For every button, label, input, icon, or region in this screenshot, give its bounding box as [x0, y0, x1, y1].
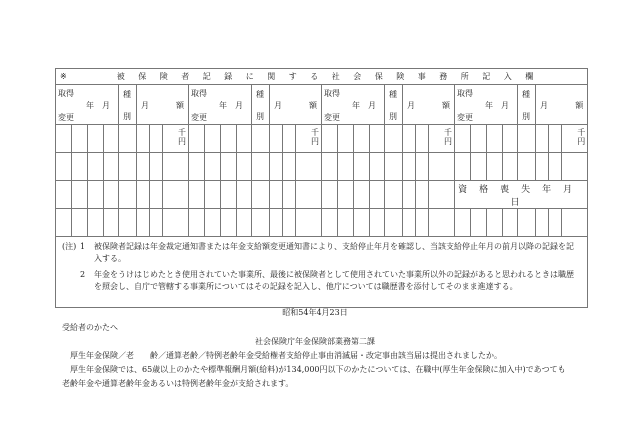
acquisition-date-header	[455, 85, 518, 125]
acquisition-date-header	[189, 85, 252, 125]
record-cell[interactable]	[562, 153, 588, 181]
record-cell[interactable]	[455, 209, 471, 237]
record-cell[interactable]	[370, 153, 385, 181]
record-row	[56, 153, 588, 181]
record-cell[interactable]	[403, 209, 416, 237]
record-cell[interactable]	[518, 209, 536, 237]
qualification-loss-date-label: 資格喪失年月日	[455, 181, 588, 209]
record-cell[interactable]	[283, 125, 296, 153]
record-cell[interactable]	[56, 209, 72, 237]
record-cell[interactable]	[536, 153, 549, 181]
record-cell[interactable]	[416, 209, 429, 237]
record-cell[interactable]	[104, 153, 119, 181]
record-cell[interactable]	[296, 153, 322, 181]
record-cell[interactable]	[549, 209, 562, 237]
record-cell[interactable]	[370, 209, 385, 237]
record-row	[56, 209, 588, 237]
record-cell[interactable]	[270, 153, 283, 181]
record-cell[interactable]	[163, 125, 189, 153]
record-cell[interactable]	[487, 209, 503, 237]
record-cell[interactable]	[549, 125, 562, 153]
record-cell[interactable]	[385, 209, 403, 237]
record-cell[interactable]	[189, 209, 205, 237]
record-cell[interactable]	[385, 181, 403, 209]
header-label: 年	[219, 101, 227, 110]
record-cell[interactable]	[416, 153, 429, 181]
record-cell[interactable]	[104, 209, 119, 237]
record-cell[interactable]	[189, 181, 205, 209]
record-cell[interactable]	[88, 125, 104, 153]
header-label: 種	[123, 90, 131, 99]
record-cell[interactable]	[338, 125, 354, 153]
monthly-amount-header	[270, 85, 322, 125]
record-cell[interactable]	[429, 181, 455, 209]
record-cell[interactable]	[518, 125, 536, 153]
note-mark: ※	[60, 72, 67, 81]
record-cell[interactable]	[354, 153, 370, 181]
unit-thousand-yen: 千円	[178, 128, 186, 146]
header-label: 別	[522, 112, 530, 121]
record-cell[interactable]	[72, 181, 88, 209]
record-cell[interactable]	[221, 153, 237, 181]
record-cell[interactable]	[150, 153, 163, 181]
letter-line-2: 厚生年金保険では、65歳以上のかたや標準報酬月額(給料)が134,000円以下のかたについては、在職中(厚生年金保険に加入中)であつても	[70, 365, 566, 374]
record-cell[interactable]	[354, 209, 370, 237]
acquisition-date-header	[322, 85, 385, 125]
note-text: 年金をうけはじめたとき使用されていた事業所、最後に被保険者として使用されていた事業所以外の記録があると思われるときは職歴を照会し、自庁で管轄する事業所についてはその記録を記入し、他庁については職歴書を添付してそのまま進達する。	[94, 270, 574, 291]
record-cell[interactable]	[403, 181, 416, 209]
header-label: 取得	[191, 89, 207, 98]
record-cell[interactable]	[88, 209, 104, 237]
header-label: 額	[309, 101, 317, 110]
record-cell[interactable]	[455, 125, 471, 153]
header-label: 月	[274, 101, 282, 110]
insured-record-table	[55, 68, 588, 308]
header-label: 変更	[324, 113, 340, 122]
record-cell[interactable]	[221, 209, 237, 237]
table-title-row	[56, 69, 588, 85]
record-cell[interactable]	[72, 125, 88, 153]
unit-thousand-yen: 千円	[577, 128, 586, 146]
record-cell[interactable]	[283, 181, 296, 209]
header-label: 種	[389, 90, 397, 99]
record-cell[interactable]	[536, 125, 549, 153]
record-cell[interactable]	[163, 181, 189, 209]
type-header	[252, 85, 270, 125]
record-cell[interactable]	[471, 209, 487, 237]
record-cell[interactable]	[403, 125, 416, 153]
notes-section	[56, 237, 588, 308]
record-cell[interactable]	[503, 209, 518, 237]
record-cell[interactable]	[252, 209, 270, 237]
record-cell[interactable]	[503, 153, 518, 181]
table-title: 被保険者記録に関する社会保険事務所記入欄	[116, 72, 547, 81]
record-cell[interactable]	[338, 209, 354, 237]
record-cell[interactable]	[283, 209, 296, 237]
record-cell[interactable]	[296, 181, 322, 209]
header-label: 月	[235, 101, 243, 110]
header-label: 額	[442, 101, 450, 110]
record-cell[interactable]	[119, 125, 137, 153]
record-cell[interactable]	[137, 125, 150, 153]
record-cell[interactable]	[322, 153, 338, 181]
record-cell[interactable]	[503, 125, 518, 153]
record-cell[interactable]	[322, 209, 338, 237]
letter-sender: 社会保険庁年金保険部業務第二課	[255, 337, 375, 346]
letter-line-1: 厚生年金保険／老 齢／通算老齢／特例老齢年金受給権者支給停止事由消滅届・改定事由該当届は提出されましたか。	[70, 351, 502, 360]
record-cell[interactable]	[189, 153, 205, 181]
monthly-amount-header	[403, 85, 455, 125]
record-cell[interactable]	[221, 181, 237, 209]
header-label: 別	[256, 112, 264, 121]
header-label: 変更	[191, 113, 207, 122]
header-label: 年	[86, 101, 94, 110]
record-cell[interactable]	[370, 125, 385, 153]
header-label: 額	[575, 101, 584, 110]
record-cell[interactable]	[119, 181, 137, 209]
record-cell[interactable]	[56, 153, 72, 181]
record-cell[interactable]	[338, 153, 354, 181]
record-cell[interactable]	[56, 181, 72, 209]
record-cell[interactable]	[403, 153, 416, 181]
record-cell[interactable]	[72, 209, 88, 237]
header-label: 取得	[324, 89, 340, 98]
letter-addressee: 受給者のかたへ	[62, 323, 118, 332]
record-cell[interactable]	[252, 181, 270, 209]
record-cell[interactable]	[518, 153, 536, 181]
header-label: 額	[176, 101, 184, 110]
note-text: 被保険者記録は年金裁定通知書または年金支給額変更通知書により、支給停止年月を確認し、当該支給停止年月の前月以降の記録を記入する。	[94, 242, 574, 263]
record-cell[interactable]	[137, 209, 150, 237]
record-cell[interactable]	[429, 125, 455, 153]
record-cell[interactable]	[385, 125, 403, 153]
type-header	[385, 85, 403, 125]
header-label: 取得	[58, 89, 74, 98]
record-cell[interactable]	[221, 125, 237, 153]
header-label: 変更	[58, 113, 74, 122]
letter-line-3: 老齢年金や通算老齢年金あるいは特例老齢年金が支給されます。	[62, 379, 294, 388]
header-label: 種	[522, 90, 530, 99]
record-cell[interactable]	[150, 209, 163, 237]
record-cell[interactable]	[270, 125, 283, 153]
acquisition-date-header	[56, 85, 119, 125]
record-cell[interactable]	[270, 209, 283, 237]
record-cell[interactable]	[549, 153, 562, 181]
record-cell[interactable]	[385, 153, 403, 181]
record-row	[56, 125, 588, 153]
record-cell[interactable]	[189, 125, 205, 153]
record-cell[interactable]	[205, 209, 221, 237]
type-header	[518, 85, 536, 125]
header-label: 種	[256, 90, 264, 99]
record-cell[interactable]	[104, 181, 119, 209]
record-cell[interactable]	[72, 153, 88, 181]
header-label: 別	[123, 112, 131, 121]
header-label: 年	[485, 101, 493, 110]
unit-thousand-yen: 千円	[311, 128, 319, 146]
record-row	[56, 181, 588, 209]
record-cell[interactable]	[237, 209, 252, 237]
record-cell[interactable]	[237, 153, 252, 181]
record-cell[interactable]	[354, 125, 370, 153]
record-cell[interactable]	[416, 181, 429, 209]
header-label: 取得	[457, 89, 473, 98]
record-cell[interactable]	[455, 153, 471, 181]
record-cell[interactable]	[283, 153, 296, 181]
header-label: 月	[141, 101, 149, 110]
record-cell[interactable]	[119, 209, 137, 237]
record-cell[interactable]	[88, 181, 104, 209]
header-label: 月	[407, 101, 415, 110]
header-label: 月	[501, 101, 509, 110]
record-cell[interactable]	[487, 153, 503, 181]
record-cell[interactable]	[562, 125, 588, 153]
record-cell[interactable]	[252, 125, 270, 153]
record-cell[interactable]	[137, 153, 150, 181]
record-cell[interactable]	[205, 181, 221, 209]
record-cell[interactable]	[270, 181, 283, 209]
monthly-amount-header	[536, 85, 588, 125]
record-cell[interactable]	[562, 209, 588, 237]
record-cell[interactable]	[471, 125, 487, 153]
header-label: 月	[102, 101, 110, 110]
unit-thousand-yen: 千円	[444, 128, 452, 146]
record-cell[interactable]	[429, 209, 455, 237]
record-cell[interactable]	[354, 181, 370, 209]
record-cell[interactable]	[150, 125, 163, 153]
header-label: 変更	[457, 113, 473, 122]
record-cell[interactable]	[163, 153, 189, 181]
record-cell[interactable]	[252, 153, 270, 181]
record-cell[interactable]	[104, 125, 119, 153]
record-cell[interactable]	[88, 153, 104, 181]
record-cell[interactable]	[416, 125, 429, 153]
record-cell[interactable]	[487, 125, 503, 153]
record-cell[interactable]	[338, 181, 354, 209]
notes-prefix: (注)	[62, 242, 77, 251]
record-cell[interactable]	[429, 153, 455, 181]
record-cell[interactable]	[119, 153, 137, 181]
letter-date: 昭和54年4月23日	[282, 308, 348, 317]
record-cell[interactable]	[150, 181, 163, 209]
record-cell[interactable]	[237, 181, 252, 209]
record-cell[interactable]	[205, 153, 221, 181]
record-cell[interactable]	[137, 181, 150, 209]
record-cell[interactable]	[296, 209, 322, 237]
record-cell[interactable]	[163, 209, 189, 237]
monthly-amount-header	[137, 85, 189, 125]
header-label: 別	[389, 112, 397, 121]
note-number: 1	[80, 242, 86, 251]
header-label: 年	[352, 101, 360, 110]
record-cell[interactable]	[322, 181, 338, 209]
record-cell[interactable]	[370, 181, 385, 209]
record-cell[interactable]	[296, 125, 322, 153]
record-cell[interactable]	[322, 125, 338, 153]
record-cell[interactable]	[536, 209, 549, 237]
note-number: 2	[80, 270, 86, 279]
record-cell[interactable]	[56, 125, 72, 153]
record-cell[interactable]	[205, 125, 221, 153]
record-cell[interactable]	[471, 153, 487, 181]
type-header	[119, 85, 137, 125]
record-cell[interactable]	[237, 125, 252, 153]
header-label: 月	[368, 101, 376, 110]
header-label: 月	[540, 101, 548, 110]
